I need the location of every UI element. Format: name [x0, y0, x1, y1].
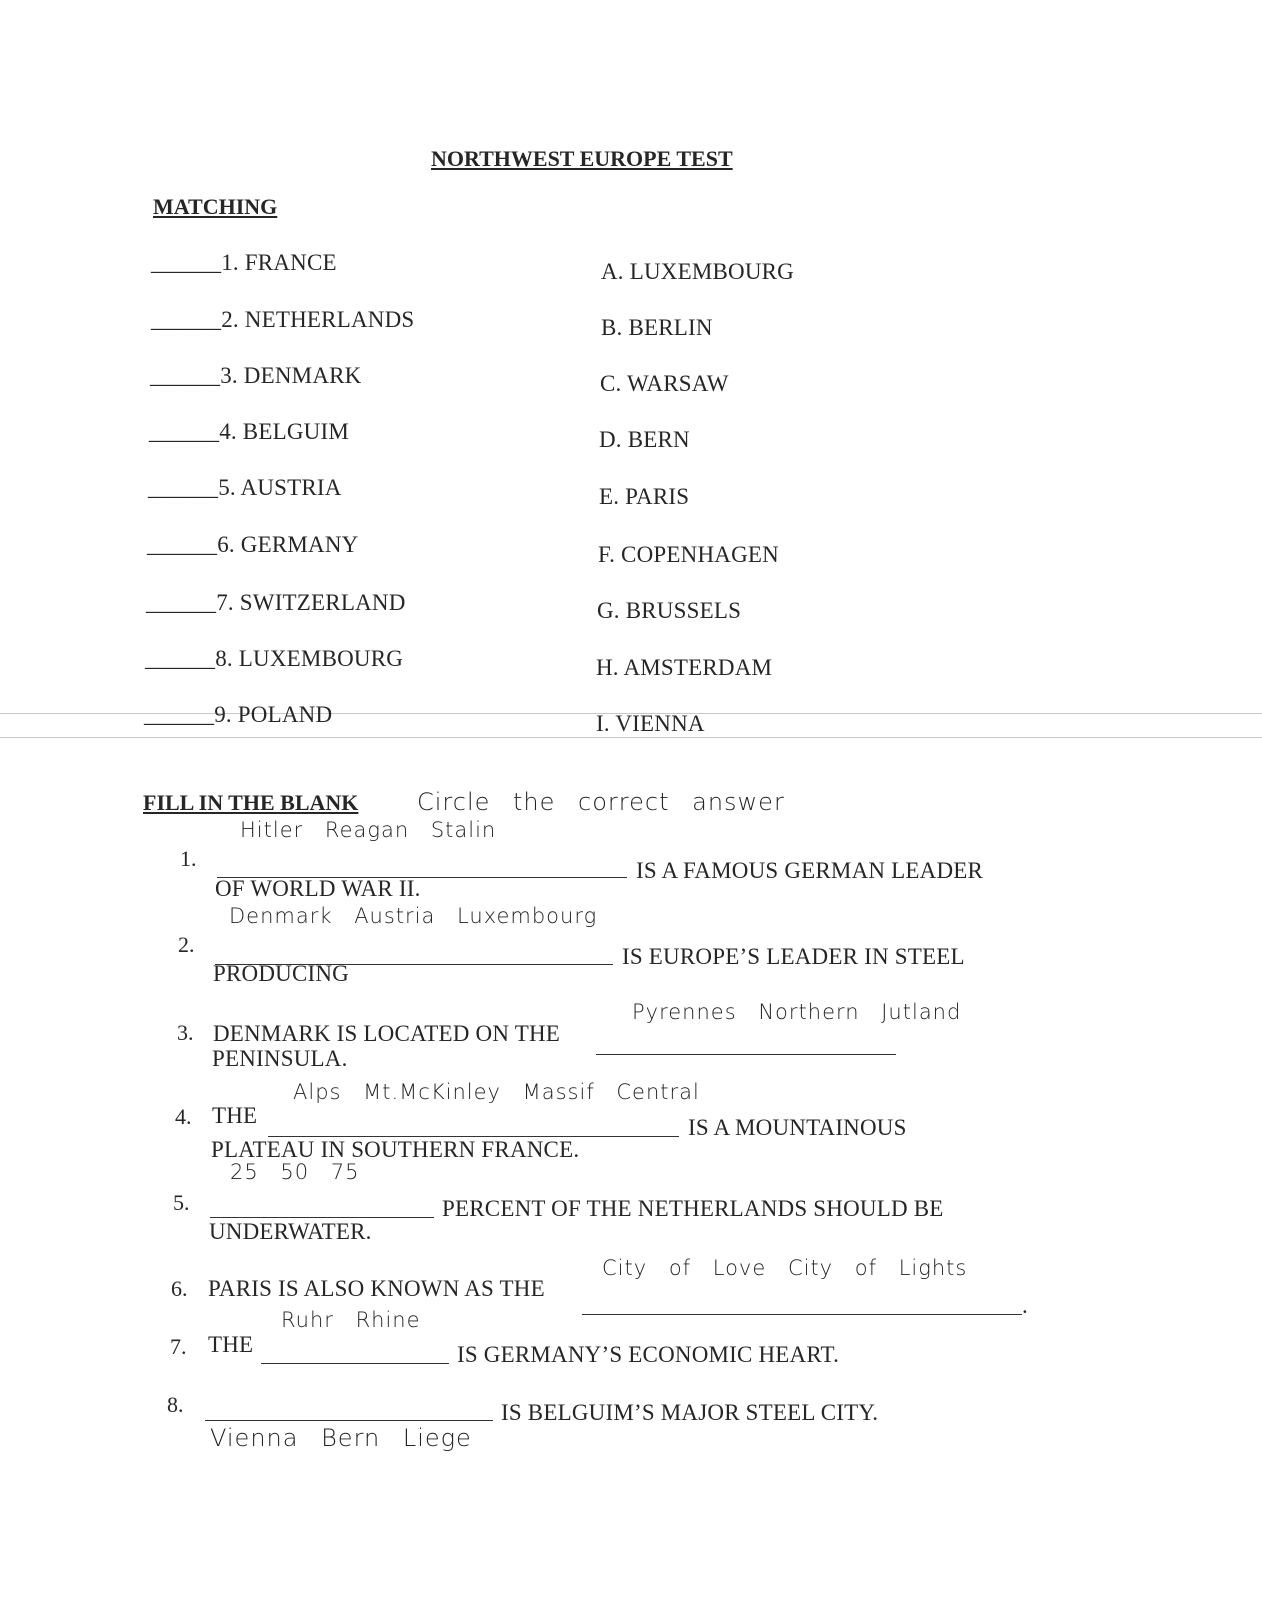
question-number: 7. [170, 1334, 187, 1359]
matching-item-label: 2. NETHERLANDS [221, 307, 415, 332]
question-text: IS EUROPE’S LEADER IN STEEL [622, 944, 965, 969]
matching-option: E. PARIS [599, 484, 690, 509]
answer-blank[interactable] [210, 1197, 434, 1218]
question-text: PRODUCING [213, 961, 349, 986]
question-text: IS A MOUNTAINOUS [688, 1115, 907, 1140]
question-number: 3. [177, 1020, 194, 1045]
matching-item [144, 702, 332, 728]
matching-item-label: 6. GERMANY [217, 532, 359, 557]
matching-item-label: 4. BELGUIM [219, 419, 349, 444]
handwritten-instruction: Circle the correct answer [417, 788, 785, 816]
answer-blank[interactable] [205, 1400, 493, 1421]
question-text: OF WORLD WAR II. [215, 876, 421, 901]
answer-blank[interactable]: ______ [145, 646, 216, 671]
answer-blank[interactable]: ______ [146, 590, 217, 615]
matching-item [146, 590, 406, 616]
matching-option: A. LUXEMBOURG [601, 259, 794, 284]
matching-option: F. COPENHAGEN [598, 542, 779, 567]
matching-item [150, 363, 361, 389]
matching-item [151, 250, 337, 276]
answer-blank[interactable] [217, 857, 627, 878]
question-text: THE [208, 1332, 254, 1357]
matching-option: C. WARSAW [600, 371, 729, 396]
question-number: 2. [178, 932, 195, 957]
answer-blank[interactable]: ______ [149, 419, 220, 444]
matching-item-label: 3. DENMARK [220, 363, 362, 388]
answer-blank[interactable] [261, 1343, 449, 1364]
answer-choices: Hitler Reagan Stalin [240, 818, 497, 842]
question-text: THE [212, 1103, 258, 1128]
question-text: IS A FAMOUS GERMAN LEADER [636, 858, 984, 883]
matching-item-label: 8. LUXEMBOURG [215, 646, 404, 671]
fill-heading: FILL IN THE BLANK [143, 790, 359, 815]
matching-option: D. BERN [599, 427, 690, 452]
question-number: 1. [180, 846, 197, 871]
answer-blank[interactable]: ______ [151, 307, 222, 332]
answer-blank[interactable]: ______ [148, 475, 219, 500]
matching-option: I. VIENNA [596, 711, 705, 736]
question-text: UNDERWATER. [209, 1219, 372, 1244]
question-number: 8. [167, 1392, 184, 1417]
answer-choices: Vienna Bern Liege [210, 1424, 472, 1452]
question-text: . [1022, 1293, 1028, 1318]
matching-item-label: 9. POLAND [214, 702, 333, 727]
matching-item-label: 5. AUSTRIA [218, 475, 342, 500]
question-text: DENMARK IS LOCATED ON THE [213, 1021, 561, 1046]
answer-blank[interactable] [596, 1034, 896, 1055]
matching-option: H. AMSTERDAM [596, 655, 773, 680]
matching-item [148, 475, 342, 501]
matching-option: B. BERLIN [601, 315, 713, 340]
answer-blank[interactable] [268, 1116, 679, 1137]
answer-blank[interactable]: ______ [144, 702, 215, 727]
question-text: IS GERMANY’S ECONOMIC HEART. [457, 1342, 840, 1367]
answer-choices: Alps Mt.McKinley Massif Central [293, 1080, 700, 1104]
matching-item [147, 532, 358, 558]
answer-choices: Pyrennes Northern Jutland [632, 1000, 962, 1024]
answer-blank[interactable]: ______ [151, 250, 222, 275]
question-number: 5. [173, 1190, 190, 1215]
answer-choices: Ruhr Rhine [281, 1308, 421, 1332]
answer-choices: Denmark Austria Luxembourg [229, 904, 598, 928]
question-text: PERCENT OF THE NETHERLANDS SHOULD BE [442, 1196, 944, 1221]
answer-blank[interactable]: ______ [147, 532, 218, 557]
matching-item-label: 7. SWITZERLAND [216, 590, 406, 615]
answer-blank[interactable] [582, 1294, 1022, 1315]
question-text: PLATEAU IN SOUTHERN FRANCE. [211, 1137, 580, 1162]
question-text: IS BELGUIM’S MAJOR STEEL CITY. [501, 1400, 879, 1425]
matching-heading: MATCHING [153, 194, 278, 219]
matching-item [149, 419, 349, 445]
matching-item [151, 307, 414, 333]
question-text: PARIS IS ALSO KNOWN AS THE [208, 1276, 545, 1301]
answer-choices: 25 50 75 [230, 1160, 360, 1184]
question-number: 4. [175, 1104, 192, 1129]
matching-item-label: 1. FRANCE [221, 250, 337, 275]
matching-item [145, 646, 403, 672]
question-number: 6. [171, 1276, 188, 1301]
answer-blank[interactable]: ______ [150, 363, 221, 388]
question-text: PENINSULA. [212, 1046, 348, 1071]
matching-option: G. BRUSSELS [597, 598, 742, 623]
scan-artifact-line [0, 737, 1262, 738]
test-title: NORTHWEST EUROPE TEST [431, 146, 733, 171]
answer-choices: City of Love City of Lights [602, 1256, 968, 1280]
